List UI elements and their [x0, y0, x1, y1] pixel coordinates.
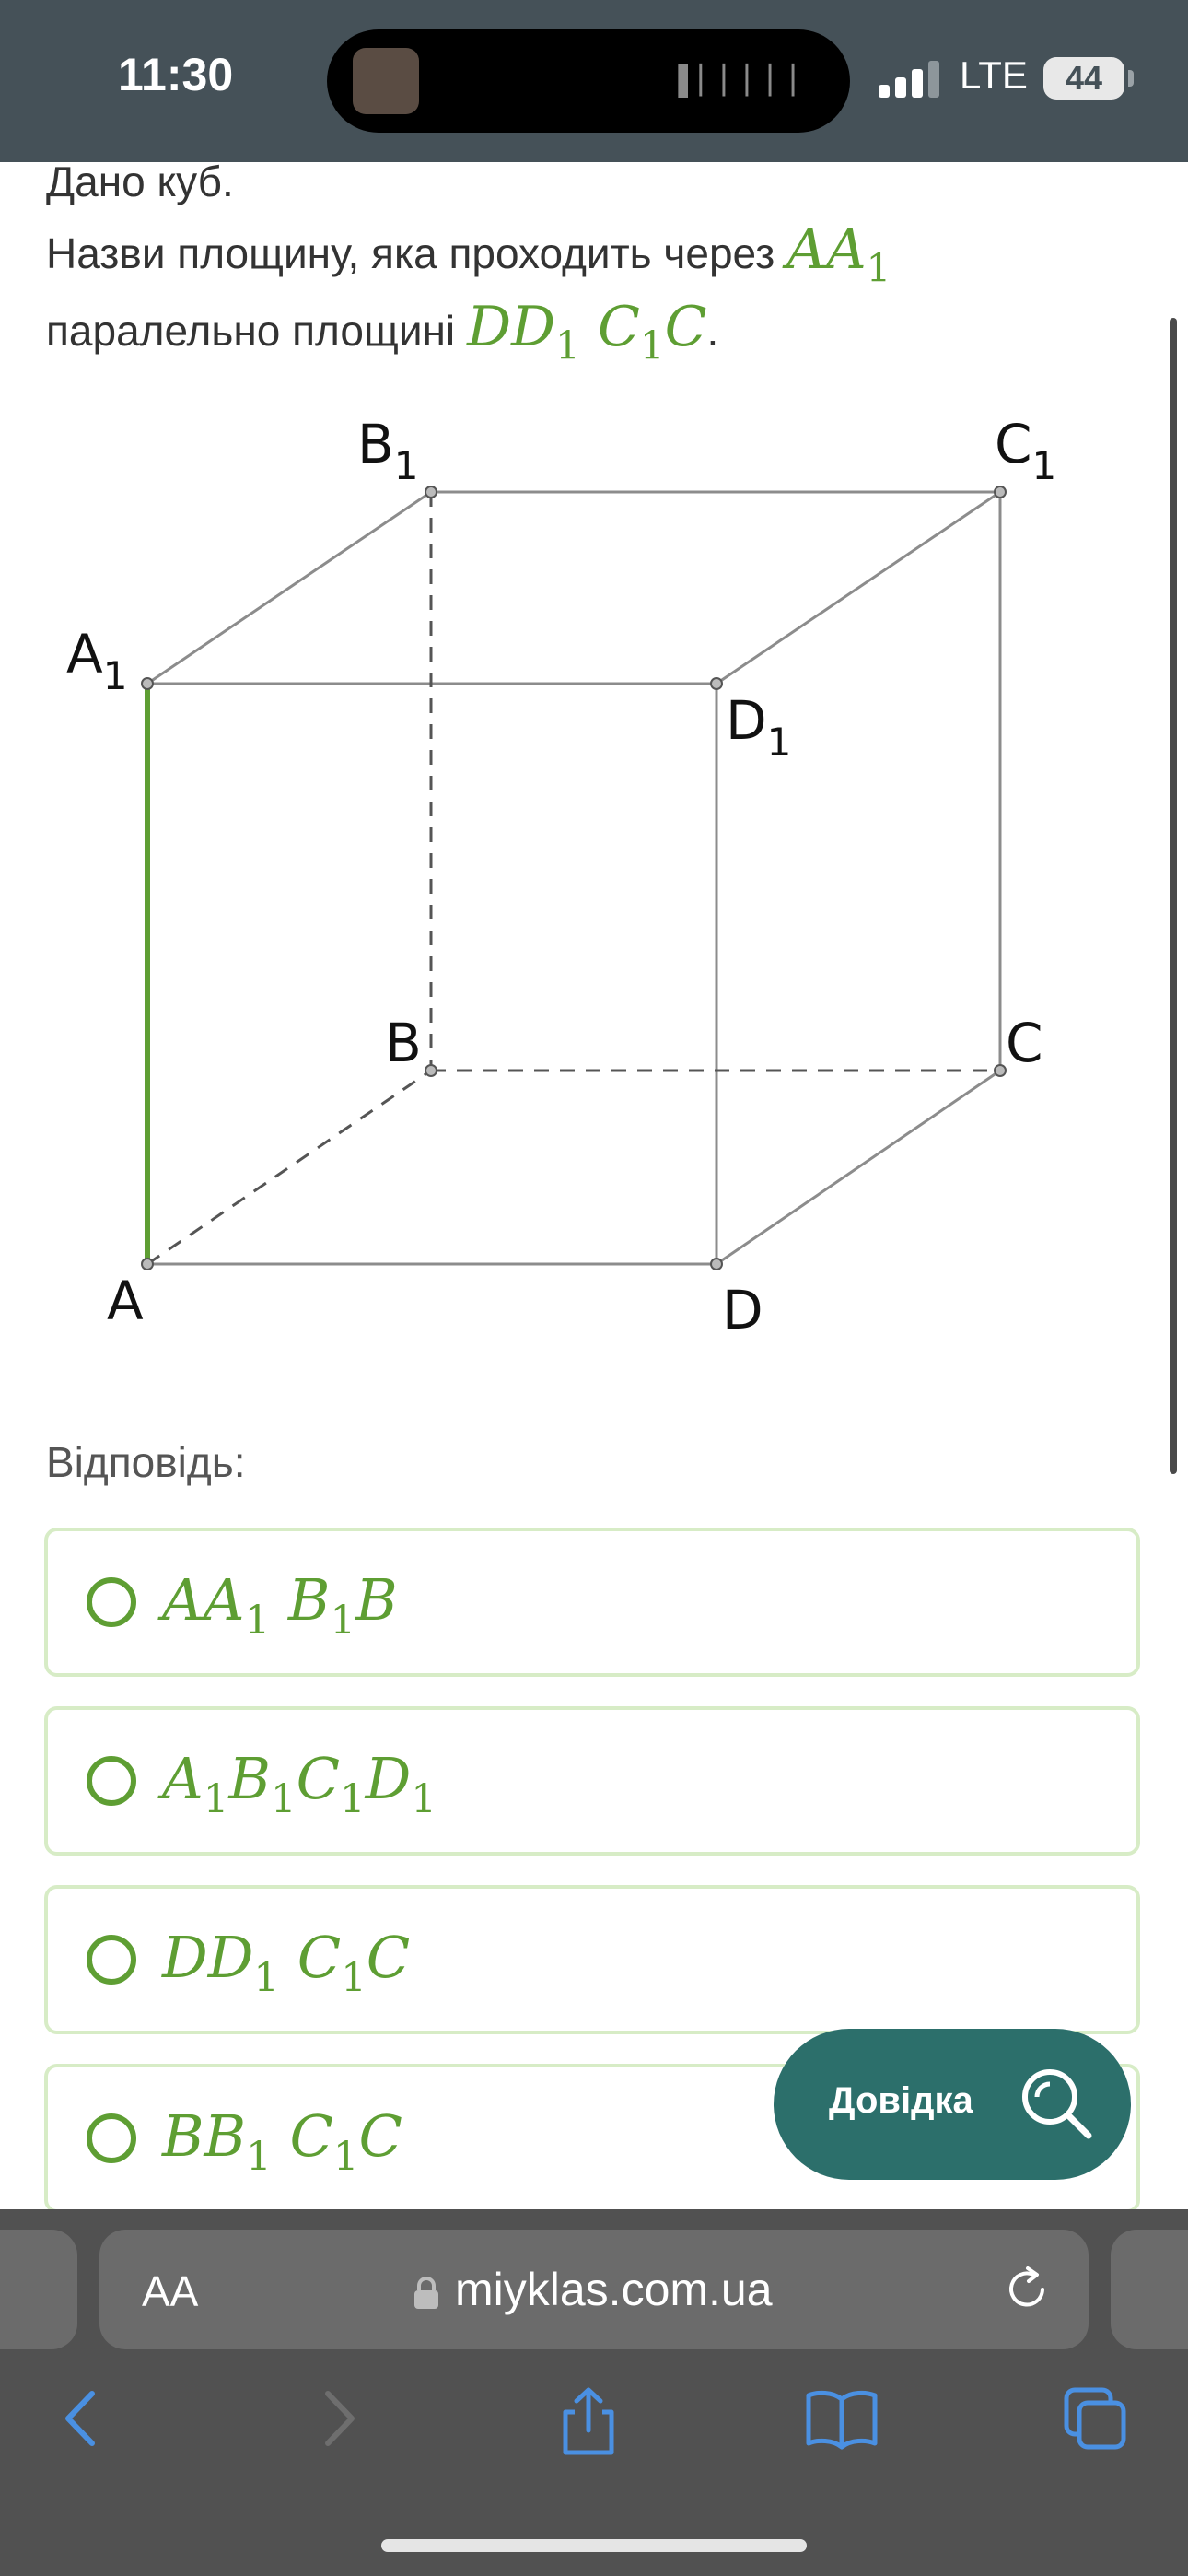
question-text: Назви площину, яка проходить через: [46, 229, 775, 277]
cube-diagram: [55, 396, 1105, 1354]
previous-tab-preview[interactable]: [0, 2230, 77, 2349]
option-label: $AA_1$ $B_1B$: [162, 1566, 398, 1645]
dynamic-island: [327, 29, 850, 133]
option-label: $A_1B_1C_1D_1$: [162, 1745, 437, 1823]
answer-label: Відповідь:: [46, 1438, 246, 1486]
back-icon[interactable]: [57, 2386, 103, 2451]
tabs-icon[interactable]: [1063, 2386, 1129, 2453]
reader-settings-button[interactable]: AA: [142, 2267, 199, 2315]
battery-icon: 44: [1043, 57, 1124, 100]
label-b: B: [385, 1012, 422, 1074]
label-d1: $D_1$: [726, 689, 792, 765]
label-b1: $B_1$: [357, 413, 419, 488]
forward-icon[interactable]: [317, 2386, 363, 2451]
option-3[interactable]: [44, 1885, 1140, 2034]
address-bar[interactable]: [99, 2230, 1089, 2349]
help-button[interactable]: [774, 2029, 1131, 2180]
signal-icon: [879, 61, 945, 98]
help-label: Довідка: [829, 2080, 973, 2121]
label-a1: $A_1$: [66, 623, 128, 698]
lock-icon: [413, 2276, 440, 2311]
label-c: C: [1006, 1012, 1043, 1074]
question-line-2: [46, 217, 891, 291]
url-domain: miyklas.com.ua: [455, 2264, 773, 2315]
radio-button[interactable]: [87, 1756, 136, 1806]
edge-a1-b1: [147, 492, 431, 684]
edge-d-c: [716, 1071, 1000, 1264]
label-d: D: [722, 1279, 763, 1341]
radio-button[interactable]: [87, 1935, 136, 1985]
status-time: 11:30: [118, 49, 234, 100]
status-bar: [0, 0, 1188, 162]
math-plane: $DD_1$ $C_1C$: [466, 295, 707, 369]
radio-button[interactable]: [87, 2113, 136, 2163]
share-icon[interactable]: [556, 2386, 621, 2456]
question-text: паралельно площині: [46, 307, 456, 355]
bookmarks-icon[interactable]: [805, 2386, 879, 2451]
reload-icon[interactable]: [1002, 2265, 1052, 2314]
edge-d1-c1: [716, 492, 1000, 684]
math-edge: $AA_1$: [786, 217, 891, 291]
network-type: LTE: [960, 53, 1028, 97]
hidden-edge-a-b: [147, 1071, 431, 1264]
option-2[interactable]: [44, 1706, 1140, 1856]
scrollbar[interactable]: [1170, 318, 1177, 1474]
now-playing-thumbnail: [353, 48, 419, 114]
label-a: A: [107, 1270, 144, 1332]
audio-wave-icon: ▌▏▏▏▏▏: [678, 65, 815, 96]
option-label: $BB_1$ $C_1C$: [162, 2102, 402, 2181]
label-c1: $C_1$: [995, 413, 1057, 488]
question-intro: Дано куб.: [46, 158, 234, 205]
option-1[interactable]: [44, 1528, 1140, 1677]
next-tab-preview[interactable]: [1111, 2230, 1188, 2349]
search-icon: [1015, 2062, 1098, 2145]
home-indicator: [381, 2539, 807, 2552]
radio-button[interactable]: [87, 1577, 136, 1627]
battery-tip: [1128, 70, 1134, 87]
option-label: $DD_1$ $C_1C$: [162, 1924, 411, 2002]
question-line-3: паралельно площині $DD_1$ $C_1C$.: [46, 295, 719, 369]
